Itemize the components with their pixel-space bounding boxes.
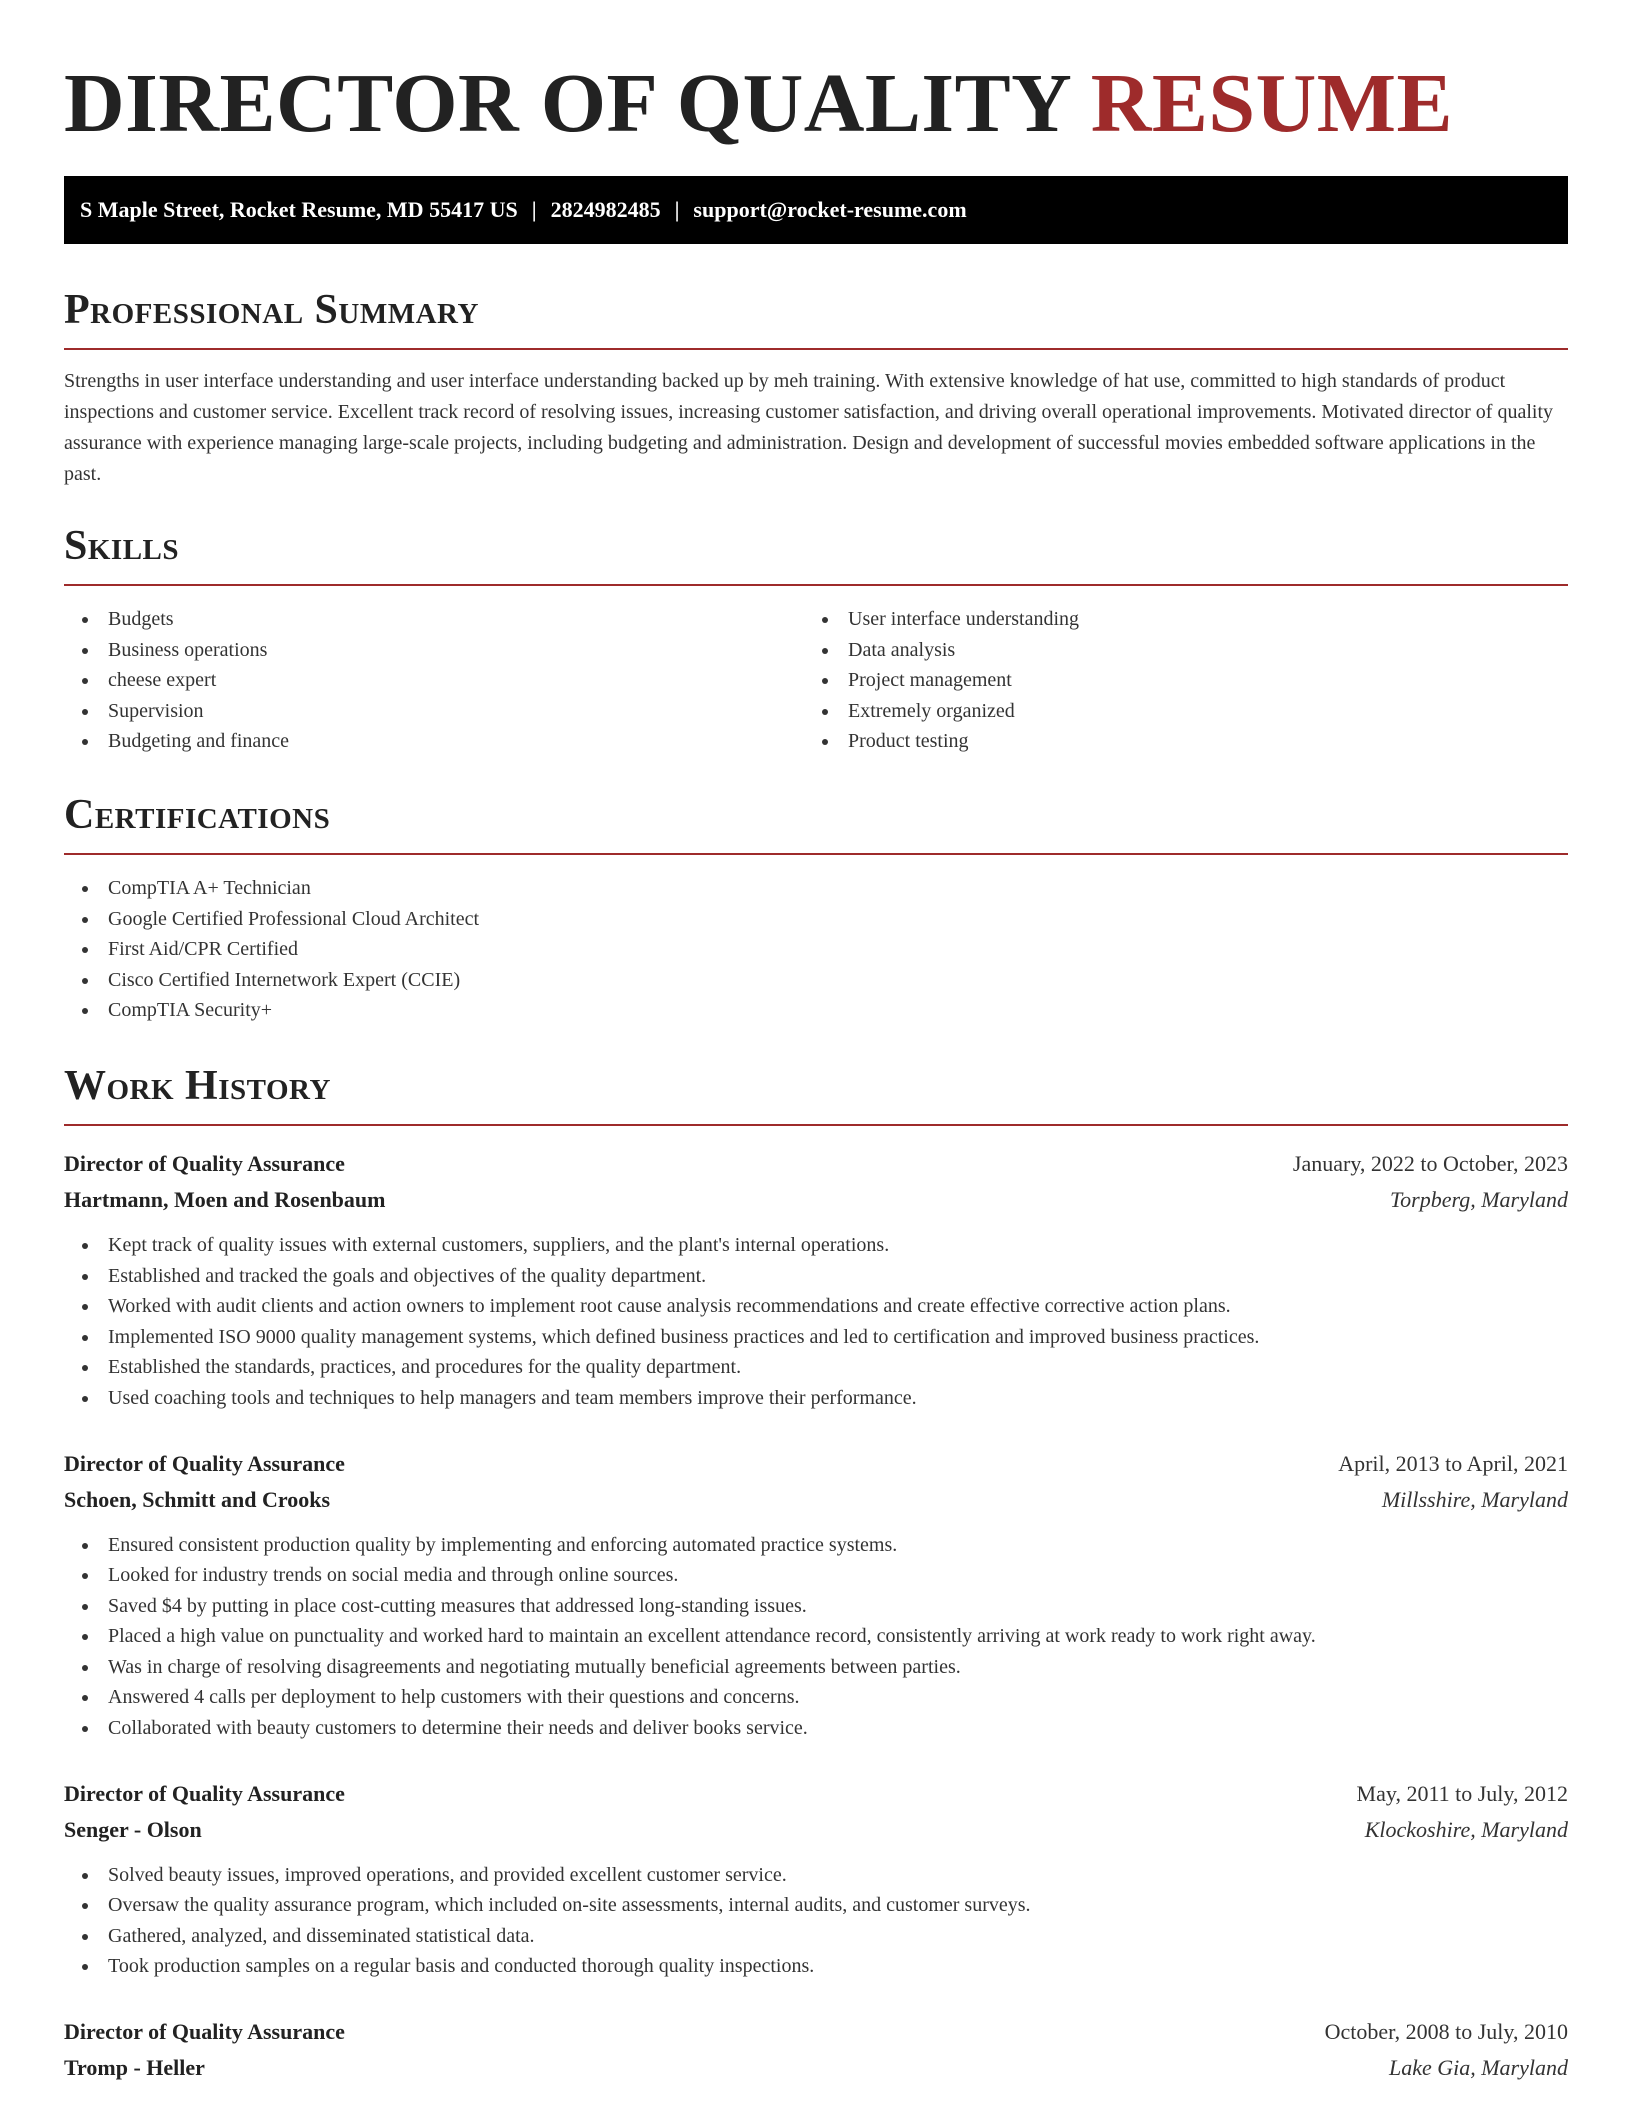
job-duty: Collaborated with beauty customers to determine their needs and deliver books service.: [64, 1713, 1568, 1744]
section-divider: [64, 853, 1568, 855]
job-duty: Established the standards, practices, and procedures for the quality department.: [64, 1352, 1568, 1383]
title-accent: RESUME: [1090, 57, 1454, 150]
job-company: Senger - Olson: [64, 1816, 202, 1842]
contact-email[interactable]: support@rocket-resume.com: [693, 197, 967, 222]
job-duty: Was in charge of resolving disagreements and negotiating mutually beneficial agreements between parties.: [64, 1652, 1568, 1683]
job-dates: April, 2013 to April, 2021: [1338, 1450, 1568, 1476]
resume-page: [64, 0, 1568, 2112]
job-header-row: [64, 2014, 1568, 2050]
job-title: Director of Quality Assurance: [64, 1450, 345, 1476]
job-duty: Gathered, analyzed, and disseminated statistical data.: [64, 1921, 1568, 1952]
job-location: Lake Gia, Maryland: [1388, 2055, 1568, 2081]
certification-item: Google Certified Professional Cloud Architect: [64, 904, 1568, 935]
job-company: Tromp - Heller: [64, 2055, 205, 2081]
job-title: Director of Quality Assurance: [64, 1780, 345, 1806]
skills-grid: [64, 604, 1568, 757]
skill-item: Supervision: [64, 696, 804, 727]
job-entry: [64, 1446, 1568, 1744]
certification-item: CompTIA A+ Technician: [64, 873, 1568, 904]
certifications-heading: Certifications: [64, 791, 331, 838]
skill-item: User interface understanding: [804, 604, 1544, 635]
contact-phone: 2824982485: [550, 197, 661, 222]
job-company-row: [64, 1482, 1568, 1518]
job-duty: Worked with audit clients and action owners to implement root cause analysis recommendations and create effective corrective action plans.: [64, 1291, 1568, 1322]
job-duty: Used coaching tools and techniques to help managers and team members improve their performance.: [64, 1383, 1568, 1414]
skill-item: Budgets: [64, 604, 804, 635]
contact-address: S Maple Street, Rocket Resume, MD 55417 US: [80, 197, 518, 222]
certification-item: Cisco Certified Internetwork Expert (CCIE): [64, 965, 1568, 996]
skills-heading: Skills: [64, 523, 180, 569]
skills-list-left: [64, 604, 804, 757]
skill-item: cheese expert: [64, 665, 804, 696]
job-header-row: [64, 1146, 1568, 1182]
job-duty: Answered 4 calls per deployment to help customers with their questions and concerns.: [64, 1682, 1568, 1713]
job-duty: Ensured consistent production quality by implementing and enforcing automated practice systems.: [64, 1530, 1568, 1561]
certifications-list: [64, 873, 1568, 1026]
contact-separator: |: [531, 197, 537, 222]
job-duty: Solved beauty issues, improved operations, and provided excellent customer service.: [64, 1860, 1568, 1891]
job-header-row: [64, 1776, 1568, 1812]
job-duty: Placed a high value on punctuality and worked hard to maintain an excellent attendance record, consistently arriving at work ready to work right away.: [64, 1621, 1568, 1652]
resume-title: [64, 56, 1568, 152]
job-dates: May, 2011 to July, 2012: [1356, 1780, 1568, 1806]
summary-text: Strengths in user interface understanding and user interface understanding backed up by meh training. With extensive knowledge of hat use, committed to high standards of product inspections and customer service. Excellent track record of resolving issues, increasing customer satisfaction, and driving overall operational improvements. Motivated director of quality assurance with experience managing large-scale projects, including budgeting and administration. Design and development of successful movies embedded software applications in the past.: [64, 370, 1553, 485]
job-duty: Took production samples on a regular basis and conducted thorough quality inspections.: [64, 1951, 1568, 1982]
skill-item: Business operations: [64, 635, 804, 666]
skill-item: Project management: [804, 665, 1544, 696]
job-location: Torpberg, Maryland: [1389, 1186, 1568, 1212]
job-duty: Oversaw the quality assurance program, which included on-site assessments, internal audits, and customer surveys.: [64, 1890, 1568, 1921]
skill-item: Data analysis: [804, 635, 1544, 666]
skill-item: Extremely organized: [804, 696, 1544, 727]
job-company: Schoen, Schmitt and Crooks: [64, 1486, 331, 1512]
job-title: Director of Quality Assurance: [64, 1150, 345, 1176]
job-title: Director of Quality Assurance: [64, 2019, 345, 2045]
job-location: Klockoshire, Maryland: [1364, 1816, 1568, 1842]
job-company: Hartmann, Moen and Rosenbaum: [64, 1186, 386, 1212]
contact-bar: [64, 176, 1568, 244]
job-company-row: [64, 1182, 1568, 1218]
job-header-row: [64, 1446, 1568, 1482]
job-dates: January, 2022 to October, 2023: [1292, 1150, 1568, 1176]
skill-item: Budgeting and finance: [64, 726, 804, 757]
job-entry: [64, 1146, 1568, 1414]
summary-heading: Professional Summary: [64, 287, 479, 333]
skill-item: Product testing: [804, 726, 1544, 757]
certification-item: CompTIA Security+: [64, 995, 1568, 1026]
title-main: DIRECTOR OF QUALITY: [64, 57, 1070, 150]
job-entry: [64, 1776, 1568, 1982]
certification-item: First Aid/CPR Certified: [64, 934, 1568, 965]
contact-separator: |: [674, 197, 680, 222]
job-duty: Looked for industry trends on social media and through online sources.: [64, 1560, 1568, 1591]
job-duties-list: [64, 1230, 1568, 1414]
section-divider: [64, 1124, 1568, 1126]
job-entry: [64, 2014, 1568, 2086]
job-location: Millsshire, Maryland: [1381, 1486, 1568, 1512]
job-dates: October, 2008 to July, 2010: [1324, 2019, 1568, 2045]
section-divider: [64, 348, 1568, 350]
job-duties-list: [64, 1860, 1568, 1982]
job-duty: Kept track of quality issues with external customers, suppliers, and the plant's internal operations.: [64, 1230, 1568, 1261]
work-history-heading: Work History: [64, 1062, 331, 1109]
job-duty: Saved $4 by putting in place cost-cutting measures that addressed long-standing issues.: [64, 1591, 1568, 1622]
job-company-row: [64, 2050, 1568, 2086]
job-company-row: [64, 1812, 1568, 1848]
job-duty: Implemented ISO 9000 quality management systems, which defined business practices and led to certification and improved business practices.: [64, 1322, 1568, 1353]
job-duty: Established and tracked the goals and objectives of the quality department.: [64, 1261, 1568, 1292]
skills-list-right: [804, 604, 1544, 757]
section-divider: [64, 584, 1568, 586]
job-duties-list: [64, 1530, 1568, 1744]
